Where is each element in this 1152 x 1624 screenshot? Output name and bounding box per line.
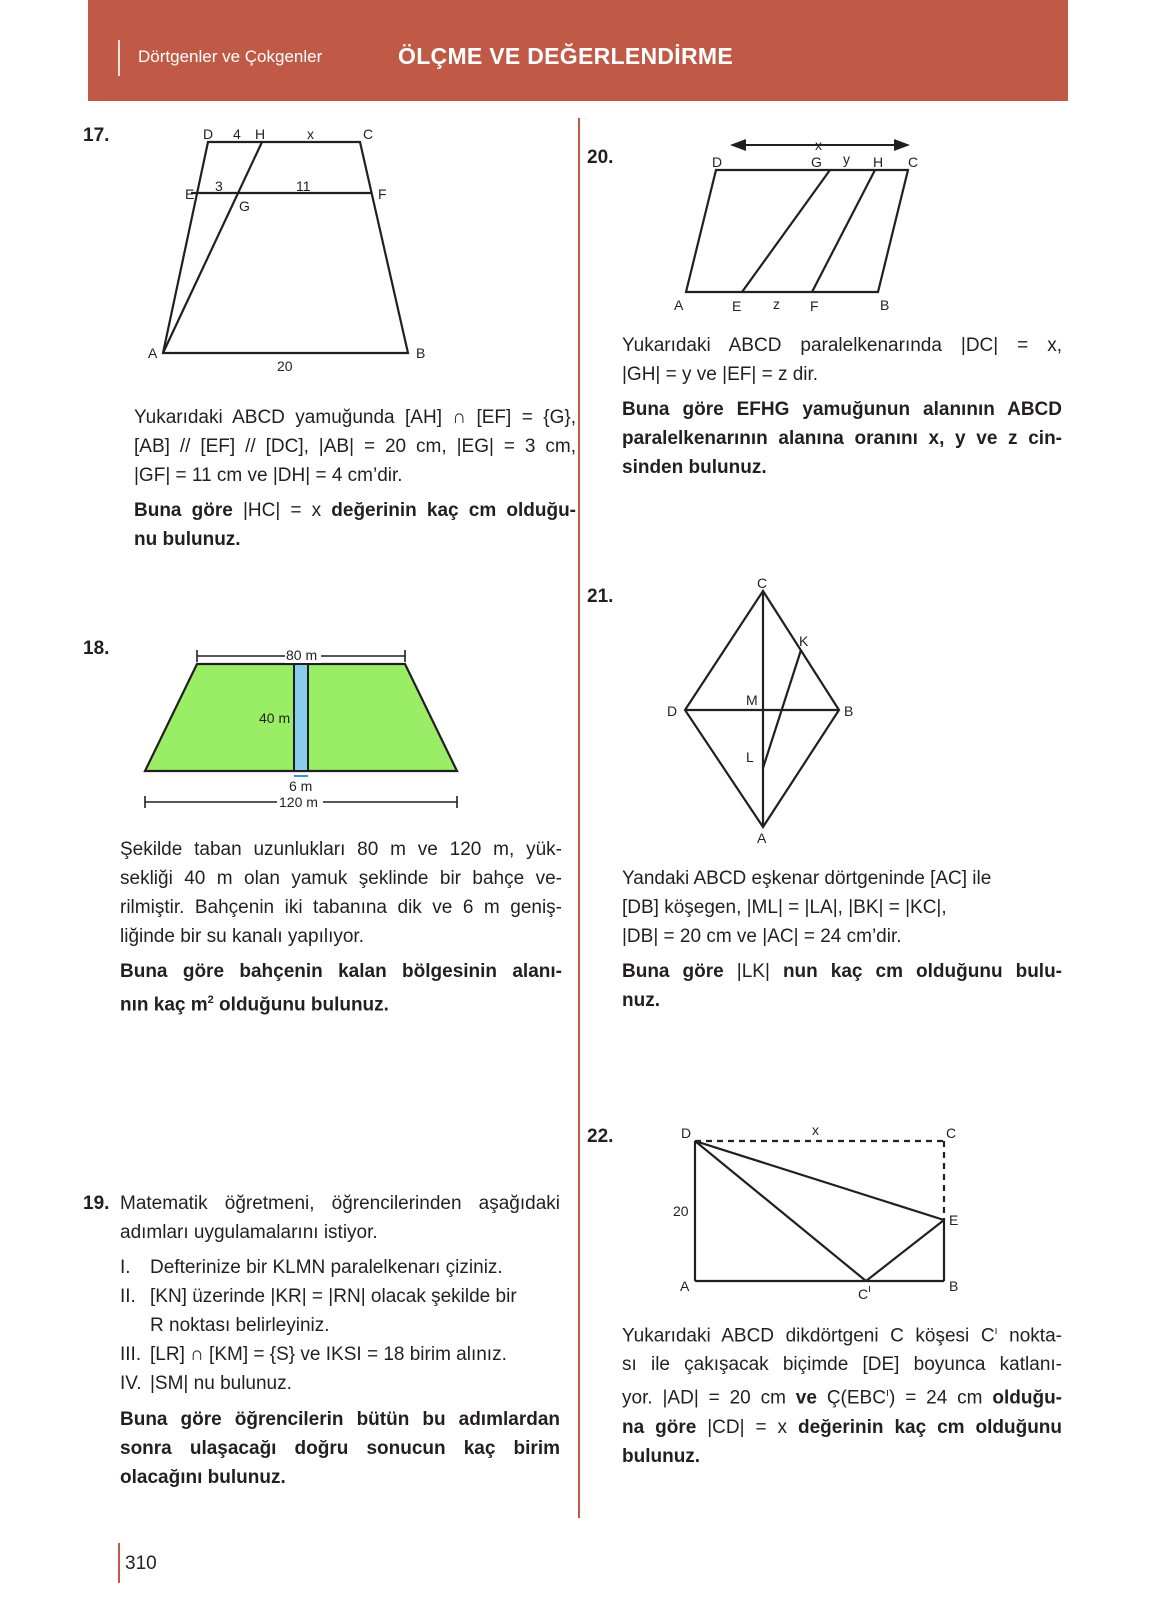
- q21-label-a: A: [757, 830, 767, 846]
- q20-line: |GH| = y ve |EF| = z dir.: [622, 364, 819, 385]
- q20-question-line: Buna göre EFHG yamuğunun alanının ABCD: [622, 399, 1062, 420]
- q20-label-x: x: [815, 137, 822, 153]
- q19-question-line: olacağını bulunuz.: [120, 1467, 286, 1488]
- q17-label-20: 20: [277, 358, 293, 374]
- q22-label-cprime: C: [858, 1286, 869, 1302]
- q18-line: liğinde bir su kanalı yapılıyor.: [120, 926, 364, 947]
- q19-step-text: [LR] ∩ [KM] = {S} ve IKSI = 18 birim alınız.: [150, 1344, 507, 1365]
- q19-question-line: Buna göre öğrencilerin bütün bu adımlardan: [120, 1409, 560, 1430]
- q19-question: [120, 1405, 560, 1492]
- q22-fold-de: [695, 1141, 944, 1220]
- q19-line: Matematik öğretmeni, öğrencilerinden aşağıdaki: [120, 1193, 560, 1214]
- q21-question-line: nuz.: [622, 990, 660, 1011]
- q22-segment-dcprime: [695, 1141, 866, 1281]
- q17-number: 17.: [83, 125, 110, 146]
- q22-number: 22.: [587, 1126, 614, 1147]
- q22-line: na göre |CD| = x değerinin kaç cm olduğunu: [622, 1416, 1063, 1438]
- q20-label-f: F: [810, 298, 819, 314]
- q22-label-a: A: [680, 1278, 690, 1294]
- q18-number: 18.: [83, 638, 110, 659]
- q19-line: adımları uygulamalarını istiyor.: [120, 1222, 378, 1243]
- q17-label-e: E: [185, 186, 195, 202]
- q17-label-3: 3: [215, 178, 223, 194]
- q20-label-b: B: [880, 297, 890, 313]
- q21-question-line: Buna göre |LK| nun kaç cm olduğunu bulu-: [622, 961, 1063, 982]
- q20-label-a: A: [674, 297, 684, 313]
- q20-label-d: D: [712, 154, 723, 170]
- q17-label-4: 4: [233, 126, 241, 142]
- page-number: 310: [125, 1553, 157, 1574]
- q21-label-k: K: [799, 633, 809, 649]
- q18-line: sekliği 40 m olan yamuk şeklinde bir bahçe ve-: [120, 868, 562, 889]
- q22-label-b: B: [949, 1278, 959, 1294]
- q18-question-line: nın kaç $m^2$ olduğunu bulunuz.: [120, 994, 389, 1016]
- q22-line: sı ile çakışacak biçimde [DE] boyunca katlanı-: [622, 1354, 1062, 1376]
- q19-step-num: II.: [120, 1286, 136, 1307]
- q18-label-canal: 6 m: [289, 778, 313, 794]
- q19-step-num: I.: [120, 1257, 131, 1278]
- q19-step-num: III.: [120, 1344, 142, 1365]
- q22-label-e: E: [949, 1212, 959, 1228]
- q22-label-x: x: [812, 1122, 819, 1138]
- q22-segment-cprime-e: [866, 1220, 944, 1281]
- q17-label-h: H: [255, 126, 266, 142]
- q21-label-d: D: [667, 703, 678, 719]
- q21-line: |DB| = 20 cm ve |AC| = 24 cm’dir.: [622, 926, 902, 947]
- q20-label-g: G: [811, 154, 822, 170]
- q21-label-b: B: [844, 703, 854, 719]
- q17-line: Yukarıdaki ABCD yamuğunda [AH] ∩ [EF] = {G},: [134, 407, 576, 428]
- q20-number: 20.: [587, 147, 614, 168]
- q21-line: [DB] köşegen, |ML| = |LA|, |BK| = |KC|,: [622, 897, 947, 918]
- q18-line: Şekilde taban uzunlukları 80 m ve 120 m, yük-: [120, 839, 562, 860]
- q22-line: yor. |AD| = 20 cm ve $Ç(EBC^ı) = 24$ cm olduğu-: [622, 1387, 1063, 1409]
- q22-text: [622, 1317, 1062, 1471]
- q17-label-x: x: [307, 126, 314, 142]
- section-title: Dörtgenler ve Çokgenler: [138, 47, 323, 66]
- q19-step-text: [KN] üzerinde |KR| = |RN| olacak şekilde bir: [150, 1286, 517, 1307]
- q20-question-line: sinden bulunuz.: [622, 457, 767, 478]
- q21-number: 21.: [587, 586, 614, 607]
- q17-label-11: 11: [296, 178, 311, 194]
- q17-label-b: B: [416, 345, 426, 361]
- q22-label-prime: ı: [868, 1283, 872, 1295]
- q20-line: Yukarıdaki ABCD paralelkenarında |DC| = x,: [622, 335, 1062, 356]
- q17-label-f: F: [378, 186, 387, 202]
- q18-line: rilmiştir. Bahçenin iki tabanına dik ve 6 m geniş-: [120, 897, 562, 918]
- q18-label-height: 40 m: [259, 710, 291, 726]
- q20-label-e: E: [732, 298, 742, 314]
- footer-bar: [118, 1543, 120, 1583]
- q20-question-line: paralelkenarının alanına oranını x, y ve z cin-: [622, 428, 1062, 449]
- q21-label-c: C: [757, 575, 768, 591]
- q22-line: bulunuz.: [622, 1445, 701, 1467]
- q18-label-bottom: 120 m: [279, 794, 318, 810]
- q19-step-num: IV.: [120, 1373, 142, 1394]
- q17-label-d: D: [203, 126, 214, 142]
- q17-label-c: C: [363, 126, 374, 142]
- q20-label-z: z: [773, 296, 780, 312]
- q17-question-line: Buna göre |HC| = x değerinin kaç cm olduğu-: [134, 500, 576, 521]
- q20-label-y: y: [843, 151, 850, 167]
- q19-step-text: Defterinize bir KLMN paralelkenarı çiziniz.: [150, 1257, 503, 1278]
- q19-question-line: sonra ulaşacağı doğru sonucun kaç birim: [120, 1438, 560, 1459]
- q17-line: [AB] // [EF] // [DC], |AB| = 20 cm, |EG| = 3 cm,: [134, 436, 576, 457]
- q22-label-20: 20: [673, 1203, 689, 1219]
- q22-label-c: C: [946, 1125, 957, 1141]
- q19-step-text: |SM| nu bulunuz.: [150, 1373, 292, 1394]
- q18-question-line: Buna göre bahçenin kalan bölgesinin alanı-: [120, 961, 562, 982]
- q18-label-top: 80 m: [286, 647, 318, 663]
- q21-line: Yandaki ABCD eşkenar dörtgeninde [AC] ile: [622, 868, 992, 889]
- q17-label-a: A: [148, 345, 158, 361]
- q17-line: |GF| = 11 cm ve |DH| = 4 cm’dir.: [134, 465, 403, 486]
- q21-label-l: L: [746, 749, 754, 765]
- page-title: ÖLÇME VE DEĞERLENDİRME: [398, 43, 734, 69]
- q19-number: 19.: [83, 1193, 110, 1214]
- q20-label-h: H: [873, 154, 884, 170]
- q21-label-m: M: [746, 692, 758, 708]
- q22-line: Yukarıdaki ABCD dikdörtgeni C köşesi $C^ı$ nokta-: [622, 1325, 1062, 1347]
- q20-label-c: C: [908, 154, 919, 170]
- q22-label-d: D: [681, 1125, 692, 1141]
- q17-label-g: G: [239, 198, 250, 214]
- q19-step-text: R noktası belirleyiniz.: [150, 1315, 330, 1336]
- q17-question-line: nu bulunuz.: [134, 529, 241, 550]
